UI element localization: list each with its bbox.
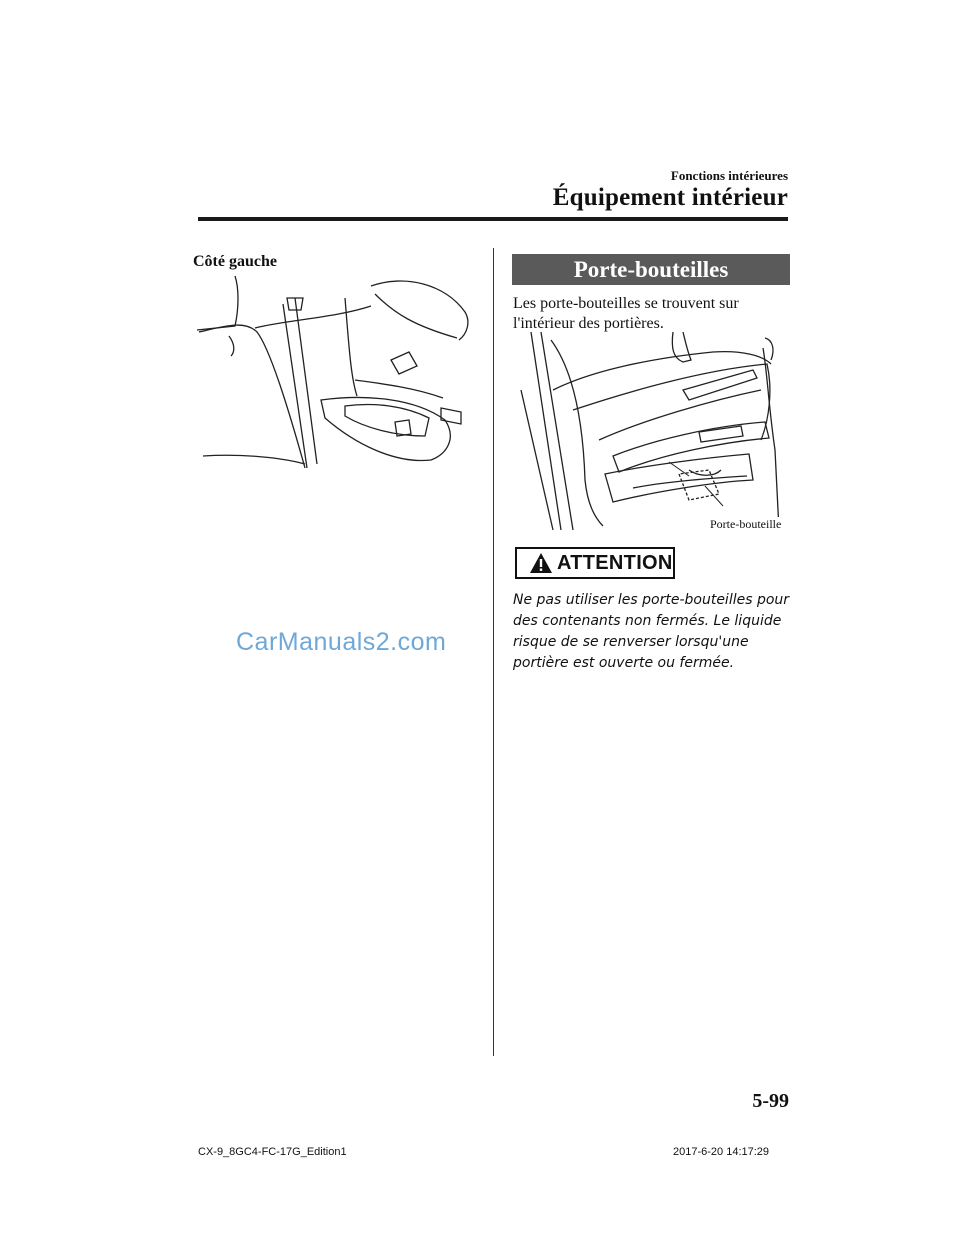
door-interior-bottle-holder-illustration (513, 330, 789, 532)
door-interior-left-illustration (195, 268, 485, 478)
watermark: CarManuals2.com (236, 628, 447, 656)
page-number: 5-99 (752, 1090, 789, 1112)
footer-timestamp: 2017-6-20 14:17:29 (673, 1146, 770, 1158)
bottle-holder-label: Porte-bouteille (710, 517, 782, 531)
page-title: Équipement intérieur (552, 184, 788, 211)
figure-caption-left: Côté gauche (193, 253, 277, 270)
column-divider (493, 248, 494, 1056)
section-title-bar: Porte-bouteilles (512, 254, 790, 285)
header-rule (198, 217, 788, 221)
warning-triangle-icon (529, 552, 553, 574)
footer-edition: CX-9_8GC4-FC-17G_Edition1 (198, 1146, 347, 1158)
intro-paragraph: Les porte-bouteilles se trouvent sur l'intérieur des portières. (513, 295, 739, 332)
chapter-heading: Fonctions intérieures (670, 168, 788, 183)
attention-label: ATTENTION (557, 551, 673, 574)
warning-paragraph: Ne pas utiliser les porte-bouteilles pour des contenants non fermés. Le liquide risque de se renverser lorsqu'une portière est ouverte ou fermée. (513, 592, 790, 671)
attention-box (515, 547, 675, 579)
